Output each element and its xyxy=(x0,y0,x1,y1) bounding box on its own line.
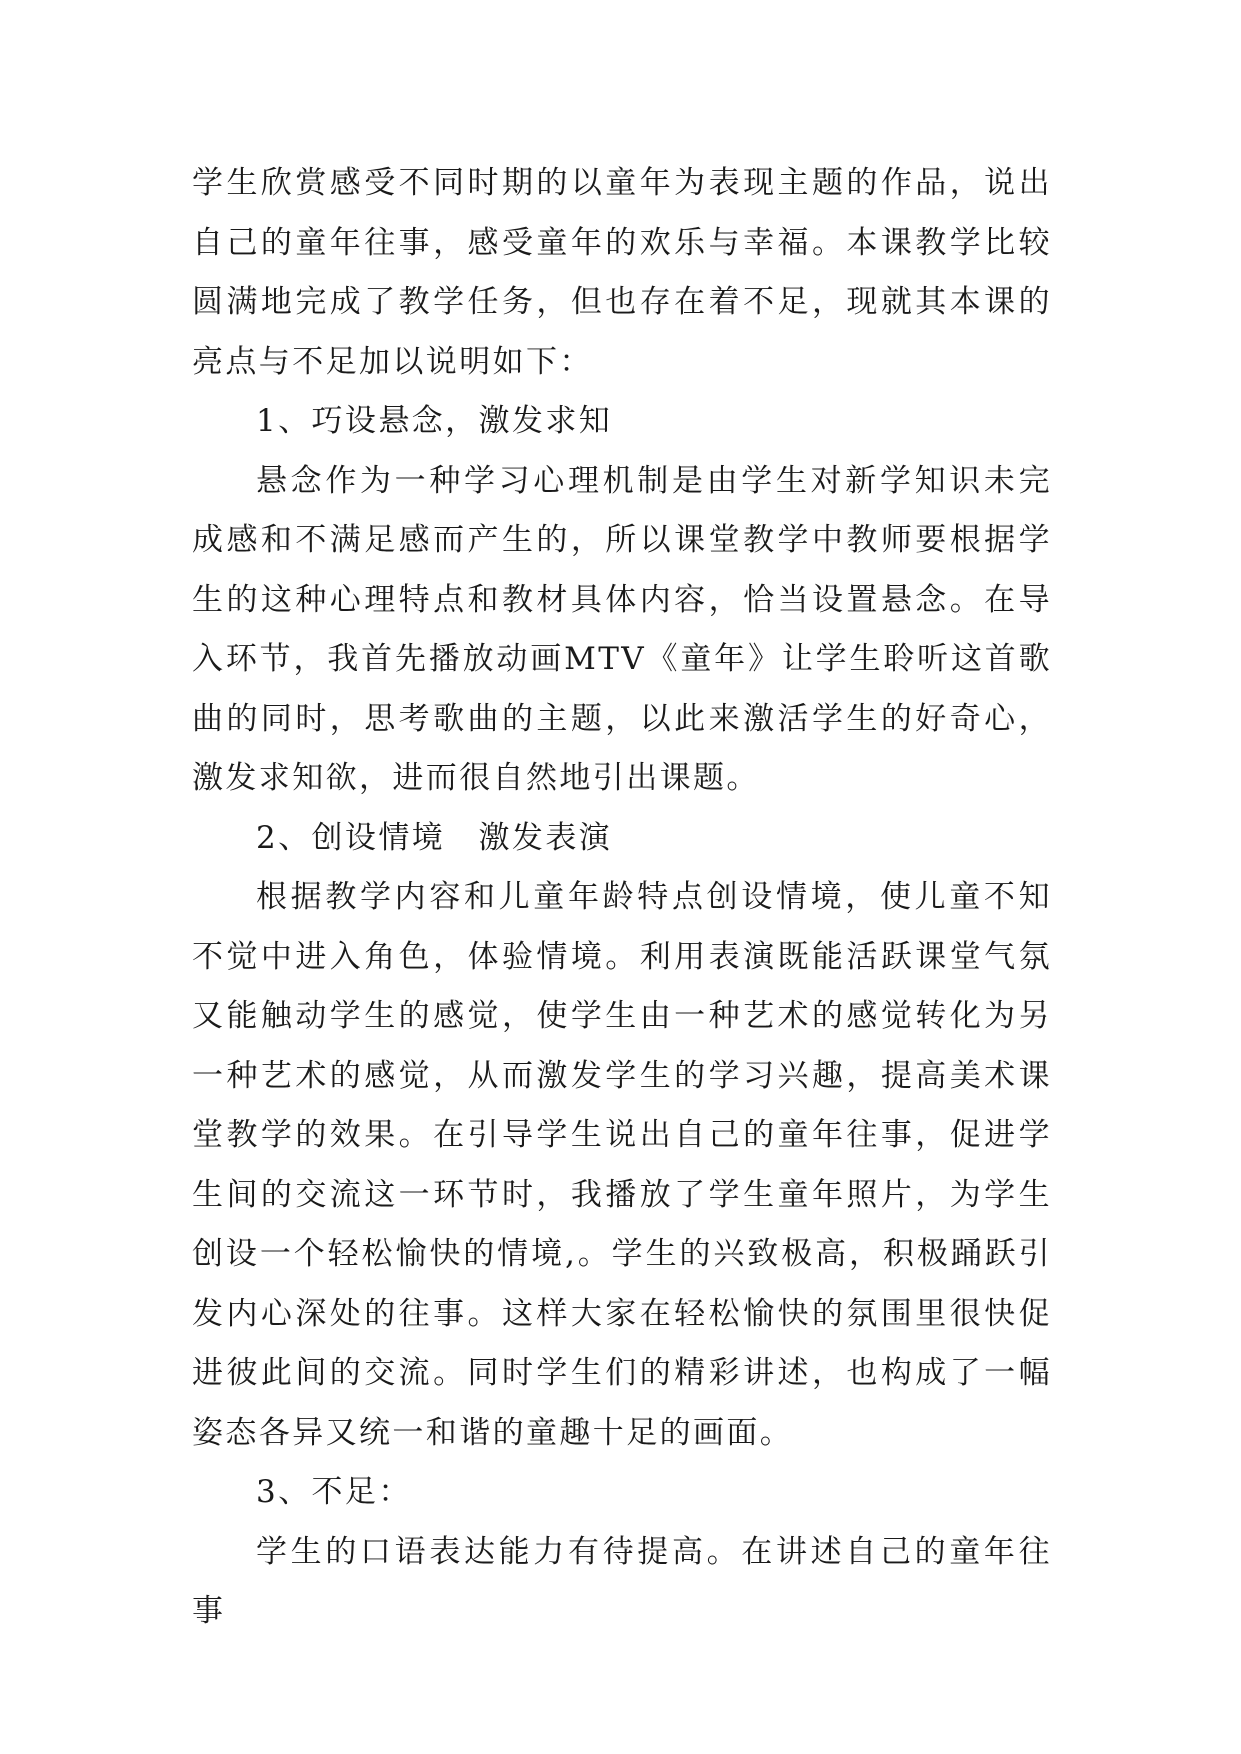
section-heading-3: 3、不足： xyxy=(256,1474,412,1510)
paragraph-shortcoming: 学生的口语表达能力有待提高。在讲述自己的童年往事 xyxy=(192,1533,1052,1629)
section-heading-2: 2、创设情境 激发表演 xyxy=(256,819,613,856)
paragraph-situation: 根据教学内容和儿童年龄特点创设情境，使儿童不知不觉中进入角色，体验情境。利用表演既能活跃课堂气氛又能触动学生的感觉，使学生由一种艺术的感觉转化为另一种艺术的感觉，从而激发学生的学习兴趣，提高美术课堂教学的效果。在引导学生说出自己的童年往事，促进学生间的交流这一环节时，我播放了学生童年照片，为学生创设一个轻松愉快的情境,。学生的兴致极高，积极踊跃引发内心深处的往事。这样大家在轻松愉快的氛围里很快促进彼此间的交流。同时学生们的精彩讲述，也构成了一幅姿态各异又统一和谐的童趣十足的画面。 xyxy=(192,879,1052,1451)
document-body xyxy=(192,154,1052,1642)
section-heading-1: 1、巧设悬念，激发求知 xyxy=(256,403,613,439)
paragraph-suspense: 悬念作为一种学习心理机制是由学生对新学知识未完成感和不满足感而产生的，所以课堂教学中教师要根据学生的这种心理特点和教材具体内容，恰当设置悬念。在导入环节，我首先播放动画MTV《童年》让学生聆听这首歌曲的同时，思考歌曲的主题，以此来激活学生的好奇心，激发求知欲，进而很自然地引出课题。 xyxy=(192,462,1052,796)
paragraph-intro: 学生欣赏感受不同时期的以童年为表现主题的作品，说出自己的童年往事，感受童年的欢乐与幸福。本课教学比较圆满地完成了教学任务，但也存在着不足，现就其本课的亮点与不足加以说明如下： xyxy=(192,165,1052,380)
